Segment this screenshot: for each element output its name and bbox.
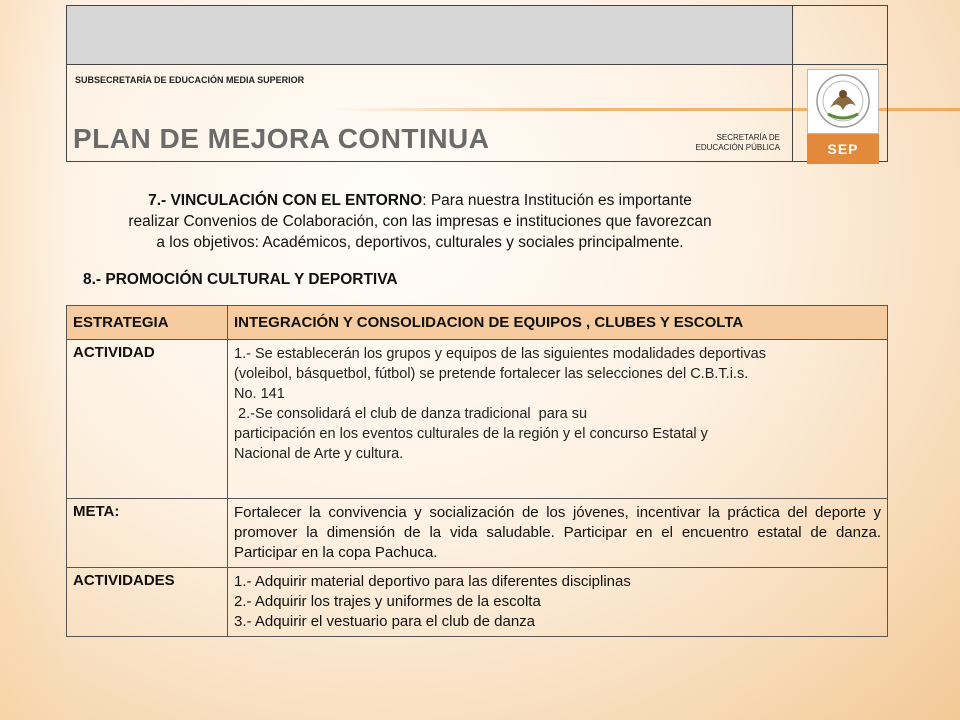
estrategia-value: INTEGRACIÓN Y CONSOLIDACION DE EQUIPOS , CLUBES Y ESCOLTA: [228, 306, 888, 340]
meta-value: Fortalecer la convivencia y socialización de los jóvenes, incentivar la práctica del deporte y promover la dimensión de la vida saludable. Participar en el encuentro estatal de danza. Participar en la copa Pachuca.: [228, 499, 888, 568]
actividades-value: [228, 568, 888, 637]
page-title: PLAN DE MEJORA CONTINUA: [73, 123, 490, 154]
table-row: [67, 499, 888, 568]
mexico-seal-icon: [807, 69, 879, 134]
header-gray-band: [66, 5, 793, 65]
actividad-line: No. 141: [234, 386, 285, 402]
actividades-label: ACTIVIDADES: [67, 568, 228, 637]
document-header: [66, 5, 888, 162]
header-title-cell: [66, 65, 793, 162]
intro-text-2: realizar Convenios de Colaboración, con las impresas e instituciones que favorezcan: [128, 213, 712, 230]
actividad-line: participación en los eventos culturales de la región y el concurso Estatal y: [234, 426, 708, 442]
intro-text-3: a los objetivos: Académicos, deportivos, culturales y sociales principalmente.: [156, 234, 684, 251]
actividades-line: 1.- Adquirir material deportivo para las diferentes disciplinas: [234, 573, 631, 590]
actividades-line: 2.- Adquirir los trajes y uniformes de la escolta: [234, 593, 541, 610]
table-row: [67, 306, 888, 340]
actividad-line: 2.-Se consolidará el club de danza tradicional para su: [234, 406, 588, 422]
actividades-line: 3.- Adquirir el vestuario para el club de danza: [234, 613, 536, 630]
section-heading: 8.- PROMOCIÓN CULTURAL Y DEPORTIVA: [83, 271, 398, 288]
actividad-line: (voleibol, básquetbol, fútbol) se pretende fortalecer las selecciones del C.B.T.i.s.: [234, 366, 749, 382]
table-row: [67, 568, 888, 637]
actividad-value: [228, 340, 888, 499]
estrategia-label: ESTRATEGIA: [67, 306, 228, 340]
meta-label: META:: [67, 499, 228, 568]
table-row: [67, 340, 888, 499]
intro-text-1: : Para nuestra Institución es importante: [422, 192, 692, 209]
actividad-line: 1.- Se establecerán los grupos y equipos de las siguientes modalidades deportivas: [234, 346, 766, 362]
header-top-right-cell: [793, 5, 888, 65]
background-gradient: [0, 0, 70, 720]
sep-logo: [807, 69, 879, 165]
secretaria-line-1: SECRETARÍA DE: [716, 133, 780, 142]
actividad-line: Nacional de Arte y cultura.: [234, 446, 404, 462]
strategy-table: [66, 305, 888, 637]
intro-paragraph: [50, 190, 790, 253]
secretaria-label: [696, 133, 780, 153]
secretaria-line-2: EDUCACIÓN PÚBLICA: [695, 143, 780, 152]
subsecretaria-label: SUBSECRETARÍA DE EDUCACIÓN MEDIA SUPERIOR: [75, 75, 305, 85]
sep-logo-text: SEP: [807, 134, 879, 164]
intro-heading: 7.- VINCULACIÓN CON EL ENTORNO: [148, 192, 423, 209]
actividad-label: ACTIVIDAD: [67, 340, 228, 499]
header-logo-cell: [793, 65, 888, 162]
